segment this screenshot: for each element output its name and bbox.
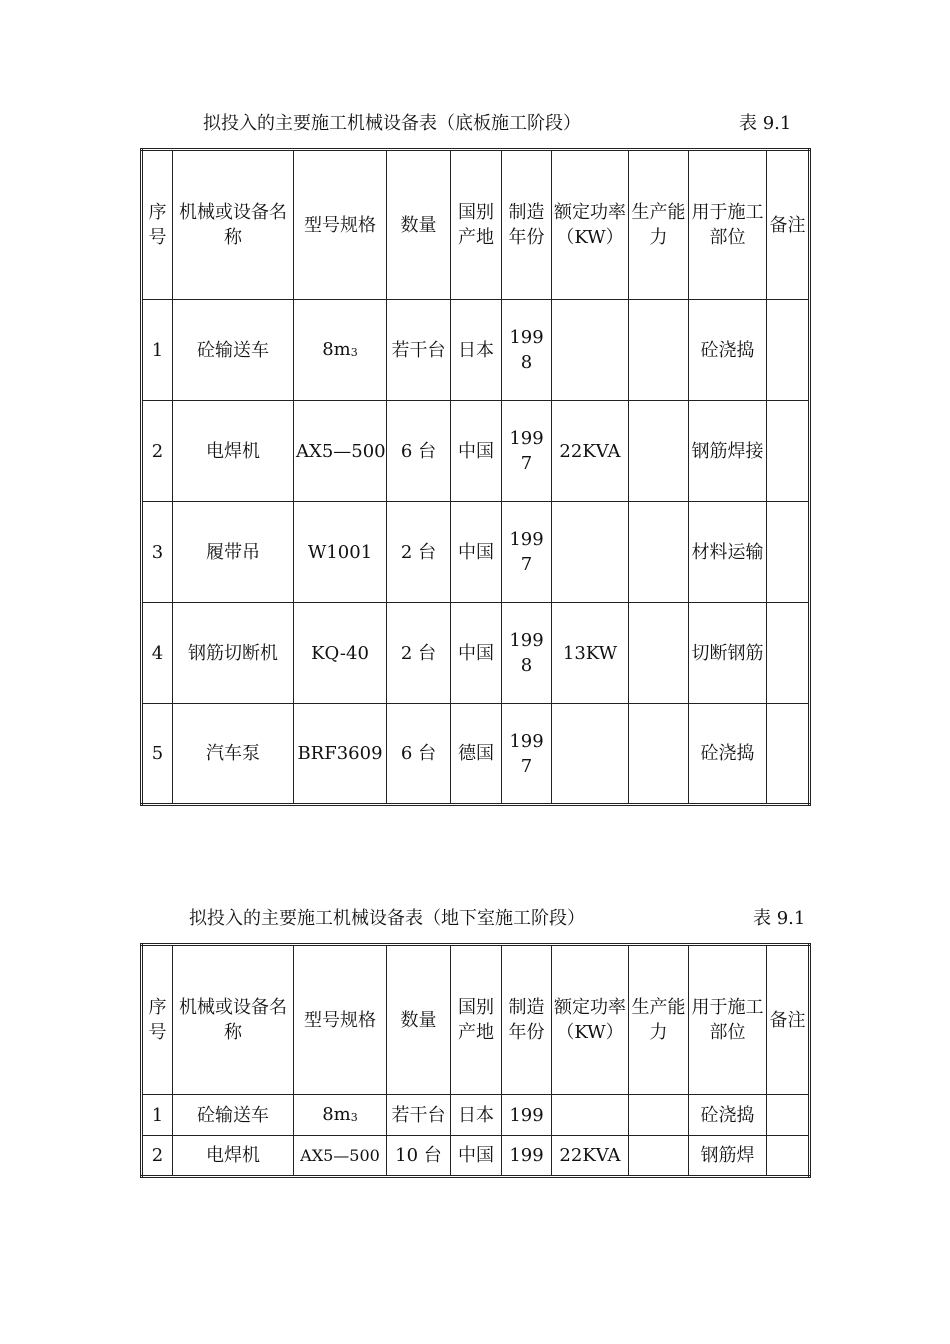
cell-note (767, 704, 810, 805)
cell-no: 3 (142, 502, 173, 603)
cell-year: 1997 (502, 502, 552, 603)
table-row (142, 704, 810, 805)
cell-capacity (629, 1095, 689, 1136)
cell-usage: 切断钢筋 (689, 603, 767, 704)
model-text: BRF3609 (297, 743, 383, 764)
cell-usage: 材料运输 (689, 502, 767, 603)
header-cell: 机械或设备名称 (173, 945, 294, 1095)
model-subscript: 3 (350, 345, 358, 359)
cell-model (294, 502, 387, 603)
cell-power (552, 502, 629, 603)
cell-origin: 中国 (451, 502, 502, 603)
table1-title: 拟投入的主要施工机械设备表（底板施工阶段） (203, 113, 581, 134)
table-row (142, 1136, 810, 1177)
header-cell: 机械或设备名称 (173, 150, 294, 300)
cell-note (767, 401, 810, 502)
cell-origin: 日本 (451, 1095, 502, 1136)
header-cell: 型号规格 (294, 150, 387, 300)
cell-usage: 钢筋焊 (689, 1136, 767, 1177)
cell-year: 199 (502, 1095, 552, 1136)
cell-qty: 若干台 (387, 1095, 451, 1136)
cell-note (767, 603, 810, 704)
header-cell: 国别产地 (451, 945, 502, 1095)
cell-no: 1 (142, 1095, 173, 1136)
cell-year: 1998 (502, 300, 552, 401)
cell-origin: 中国 (451, 603, 502, 704)
cell-note (767, 1136, 810, 1177)
cell-model (294, 300, 387, 401)
cell-power: 22KVA (552, 401, 629, 502)
model-text: AX5—500 (296, 440, 386, 462)
cell-qty: 10 台 (387, 1136, 451, 1177)
cell-model (294, 401, 387, 502)
cell-year: 1998 (502, 603, 552, 704)
model-text: 8m (322, 338, 351, 360)
header-cell: 国别产地 (451, 150, 502, 300)
table-header-row (142, 150, 810, 300)
table-header-row (142, 945, 810, 1095)
header-cell: 额定功率（KW） (552, 150, 629, 300)
cell-power (552, 1095, 629, 1136)
equipment-table-basement (140, 943, 811, 1178)
model-text: W1001 (307, 541, 373, 563)
equipment-table-foundation (140, 148, 811, 806)
header-cell: 生产能力 (629, 150, 689, 300)
cell-no: 2 (142, 1136, 173, 1177)
cell-no: 2 (142, 401, 173, 502)
table-row (142, 401, 810, 502)
cell-power (552, 300, 629, 401)
cell-name: 砼输送车 (173, 1095, 294, 1136)
table-row (142, 502, 810, 603)
cell-note (767, 1095, 810, 1136)
header-cell: 备注 (767, 945, 810, 1095)
cell-qty: 6 台 (387, 704, 451, 805)
header-cell: 额定功率（KW） (552, 945, 629, 1095)
cell-model (294, 1095, 387, 1136)
cell-model (294, 1136, 387, 1177)
cell-origin: 中国 (451, 401, 502, 502)
cell-capacity (629, 603, 689, 704)
cell-name: 钢筋切断机 (173, 603, 294, 704)
cell-usage: 砼浇捣 (689, 704, 767, 805)
cell-no: 4 (142, 603, 173, 704)
model-text: 8m (322, 1103, 351, 1125)
cell-qty: 2 台 (387, 502, 451, 603)
header-cell: 用于施工部位 (689, 150, 767, 300)
cell-model (294, 704, 387, 805)
cell-origin: 中国 (451, 1136, 502, 1177)
cell-name: 电焊机 (173, 401, 294, 502)
cell-year: 1997 (502, 704, 552, 805)
cell-year: 199 (502, 1136, 552, 1177)
cell-name: 电焊机 (173, 1136, 294, 1177)
cell-power (552, 704, 629, 805)
cell-year: 1997 (502, 401, 552, 502)
header-cell: 制造年份 (502, 150, 552, 300)
cell-note (767, 502, 810, 603)
table-row (142, 1095, 810, 1136)
cell-power: 13KW (552, 603, 629, 704)
cell-usage: 钢筋焊接 (689, 401, 767, 502)
cell-qty: 6 台 (387, 401, 451, 502)
cell-capacity (629, 1136, 689, 1177)
cell-model (294, 603, 387, 704)
header-cell: 型号规格 (294, 945, 387, 1095)
header-cell: 用于施工部位 (689, 945, 767, 1095)
header-cell: 数量 (387, 945, 451, 1095)
table-row (142, 603, 810, 704)
model-subscript: 3 (350, 1110, 358, 1124)
cell-name: 汽车泵 (173, 704, 294, 805)
table2-title: 拟投入的主要施工机械设备表（地下室施工阶段） (189, 908, 585, 929)
cell-qty: 2 台 (387, 603, 451, 704)
cell-capacity (629, 401, 689, 502)
header-cell: 备注 (767, 150, 810, 300)
cell-capacity (629, 502, 689, 603)
cell-usage: 砼浇捣 (689, 1095, 767, 1136)
cell-name: 履带吊 (173, 502, 294, 603)
cell-origin: 德国 (451, 704, 502, 805)
cell-capacity (629, 300, 689, 401)
cell-capacity (629, 704, 689, 805)
table2-number: 表 9.1 (753, 908, 806, 929)
model-text: KQ-40 (311, 642, 369, 664)
header-cell: 生产能力 (629, 945, 689, 1095)
cell-qty: 若干台 (387, 300, 451, 401)
header-cell: 序号 (142, 945, 173, 1095)
model-text: AX5—500 (300, 1146, 380, 1165)
header-cell: 制造年份 (502, 945, 552, 1095)
cell-power: 22KVA (552, 1136, 629, 1177)
cell-usage: 砼浇捣 (689, 300, 767, 401)
header-cell: 序号 (142, 150, 173, 300)
cell-origin: 日本 (451, 300, 502, 401)
table1-number: 表 9.1 (739, 113, 792, 134)
header-cell: 数量 (387, 150, 451, 300)
table-row (142, 300, 810, 401)
cell-name: 砼输送车 (173, 300, 294, 401)
cell-note (767, 300, 810, 401)
cell-no: 5 (142, 704, 173, 805)
cell-no: 1 (142, 300, 173, 401)
